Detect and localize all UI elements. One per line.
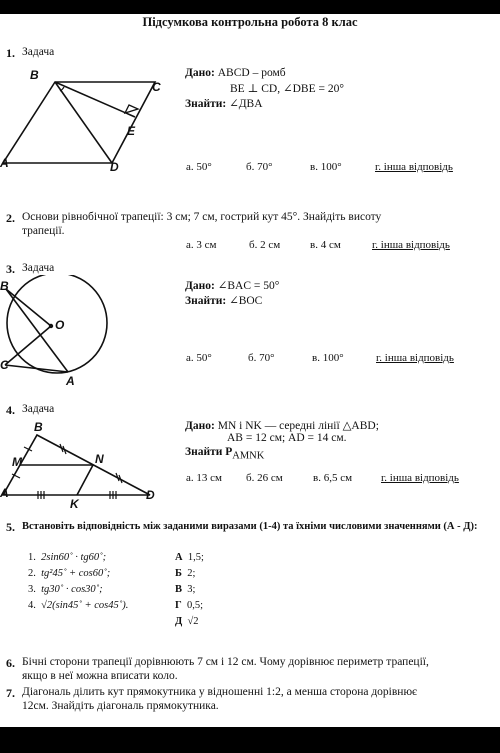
task3-option-c[interactable]: в. 100° [312, 352, 344, 364]
task3-point-A: A [66, 374, 75, 388]
task7-text-line2: 12см. Знайдіть діагональ прямокутника. [22, 700, 219, 712]
task4-point-A: A [0, 486, 9, 500]
task1-point-D: D [110, 160, 119, 174]
task1-option-a[interactable]: а. 50° [186, 161, 212, 173]
task4-point-M: M [12, 455, 22, 469]
task3-label: Задача [22, 262, 55, 274]
task3-option-b[interactable]: б. 70° [248, 352, 275, 364]
task3-number: 3. [6, 262, 15, 276]
task2-text-line2: трапеції. [22, 225, 65, 237]
task4-label: Задача [22, 403, 55, 415]
task3-point-C: C [0, 358, 9, 372]
task5-expr-1: 1. 2sin60˚ · tg60˚; [28, 552, 107, 563]
task5-expr-4: 4. √2(sin45˚ + cos45˚). [28, 600, 129, 611]
task4-option-b[interactable]: б. 26 см [246, 472, 283, 484]
task3-circle-diagram [0, 275, 160, 390]
task4-point-K: K [70, 497, 79, 511]
task2-text-line1: Основи рівнобічної трапеції: 3 см; 7 см, гострий кут 45°. Знайдіть висоту [22, 211, 382, 223]
task4-given: Дано: MN і NK — середні лінії △ABD; [185, 420, 379, 432]
task2-option-d[interactable]: г. інша відповідь [372, 239, 450, 251]
task5-answer-A: А 1,5; [175, 552, 204, 563]
task2-option-c[interactable]: в. 4 см [310, 239, 341, 251]
task4-point-N: N [95, 452, 104, 466]
task5-answer-B: Б 2; [175, 568, 196, 579]
task1-given: Дано: ABCD – ромб [185, 67, 286, 79]
task3-given: Дано: ∠BAC = 50° [185, 280, 280, 292]
task1-point-E: E [127, 124, 136, 138]
task1-label: Задача [22, 46, 55, 58]
page-title: Підсумкова контрольна робота 8 клас [142, 15, 358, 29]
task7-number: 7. [6, 686, 15, 700]
task2-number: 2. [6, 211, 15, 225]
task5-expr-2: 2. tg²45˚ + cos60˚; [28, 568, 111, 579]
task1-point-C: C [152, 80, 161, 94]
task2-option-a[interactable]: а. 3 см [186, 239, 217, 251]
task1-find: Знайти: ∠ДBA [185, 98, 263, 110]
task2-option-b[interactable]: б. 2 см [249, 239, 281, 251]
task4-triangle-diagram [0, 420, 165, 515]
task1-number: 1. [6, 46, 15, 60]
task6-number: 6. [6, 656, 15, 670]
task3-point-B: B [0, 279, 9, 293]
task4-option-a[interactable]: а. 13 см [186, 472, 222, 484]
task5-number: 5. [6, 520, 15, 534]
task1-option-b[interactable]: б. 70° [246, 161, 273, 173]
task1-point-A: A [0, 156, 9, 170]
task4-point-B: B [34, 420, 43, 434]
task3-option-a[interactable]: а. 50° [186, 352, 212, 364]
task5-text: Встановіть відповідність між заданими виразами (1-4) та їхніми числовими значеннями (А - Д): [22, 521, 478, 532]
task1-rhombus-diagram [0, 60, 175, 180]
task1-point-B: B [30, 68, 39, 82]
task1-option-c[interactable]: в. 100° [310, 161, 342, 173]
task3-point-O: O [55, 318, 65, 332]
task5-answer-V: В 3; [175, 584, 196, 595]
task4-number: 4. [6, 403, 15, 417]
task4-option-c[interactable]: в. 6,5 см [313, 472, 353, 484]
task1-option-d[interactable]: г. інша відповідь [375, 161, 453, 173]
task3-option-d[interactable]: г. інша відповідь [376, 352, 454, 364]
task4-given-2: AB = 12 см; AD = 14 см. [227, 432, 347, 444]
task5-answer-D: Д √2 [175, 616, 199, 627]
task4-point-D: D [146, 488, 155, 502]
task5-answer-G: Г 0,5; [175, 600, 203, 611]
task5-expr-3: 3. tg30˚ · cos30˚; [28, 584, 103, 595]
task6-text-line2: якщо в неї можна вписати коло. [22, 670, 178, 682]
task4-find: Знайти $P_{AMNK}$ [185, 446, 265, 462]
task4-option-d[interactable]: г. інша відповідь [381, 472, 459, 484]
task6-text-line1: Бічні сторони трапеції дорівнюють 7 см і 12 см. Чому дорівнює периметр трапеції, [22, 656, 429, 668]
task7-text-line1: Діагональ ділить кут прямокутника у відношенні 1:2, а менша сторона дорівнює [22, 686, 417, 698]
task3-find: Знайти: ∠BOC [185, 295, 263, 307]
task1-given-2: BE ⊥ CD, ∠DBE = 20° [230, 83, 344, 95]
